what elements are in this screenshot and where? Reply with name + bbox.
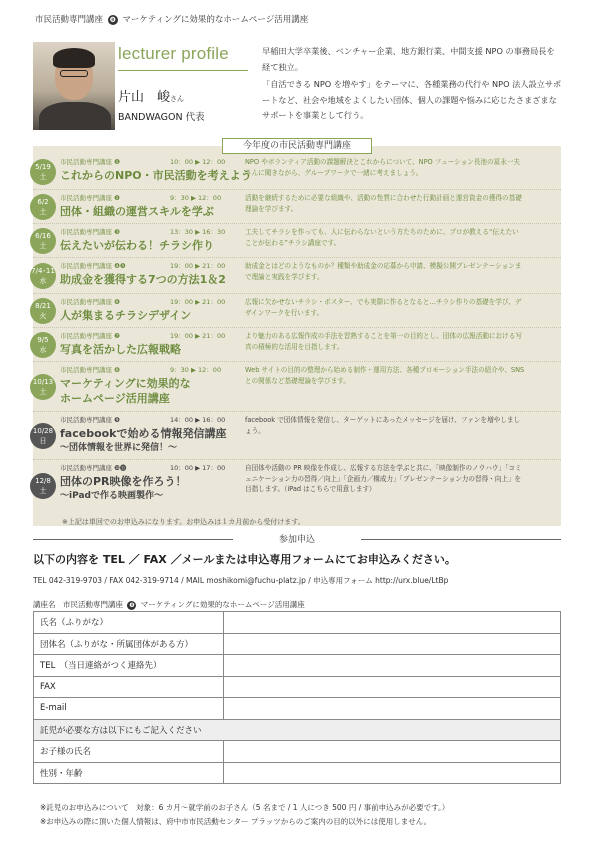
session-description: 自団体や活動の PR 映像を作成し、広報する方法を学ぶと共に、「映像制作のノウハウ」「コミュニケーション力の習得／向上」「企画力／構成力」「プレゼンテーション力の習得・向上」を目指します。（iPad はこちらで用意します） xyxy=(245,464,522,493)
tel-input[interactable] xyxy=(224,655,561,677)
session-subtitle: ～iPadで作る映画製作～ xyxy=(60,491,163,501)
session-kind: 市民活動専門講座 ❷ xyxy=(60,194,120,202)
session-description: facebook で団体情報を発信し、ターゲットにあったメッセージを届け、ファンを増やしましょう。 xyxy=(245,416,521,435)
session-title: 団体・組織の運営スキルを学ぶ xyxy=(60,205,214,218)
field-label: TEL （当日連絡がつく連絡先） xyxy=(34,655,224,677)
session-date-badge xyxy=(30,194,56,220)
session-description: 活動を継続するために必要な組織や、活動の性質に合わせた行動計画と運営資金の獲得の基礎理論を学びます。 xyxy=(245,194,522,213)
session-kind: 市民活動専門講座 ❼ xyxy=(60,332,120,340)
apply-heading: 参加申込 xyxy=(33,532,561,546)
session-divider xyxy=(33,361,561,362)
session-title: 団体のPR映像を作ろう！ xyxy=(60,475,187,488)
session-title: 助成金を獲得する7つの方法1＆2 xyxy=(60,273,226,286)
session-time: 19：00 ▶ 21：00 xyxy=(170,262,226,270)
session-kind: 市民活動専門講座 ❾ xyxy=(60,416,120,424)
session-title: 伝えたいが伝わる！チラシ作り xyxy=(60,239,214,252)
session-time: 19：00 ▶ 21：00 xyxy=(170,298,226,306)
lecturer-name: 片山 峻さん xyxy=(118,90,185,105)
session-day: 土 xyxy=(39,208,47,216)
session-kind: 市民活動専門講座 ❶ xyxy=(60,158,120,166)
session-kind: 市民活動専門講座 ❸ xyxy=(60,228,120,236)
session-description: Web サイトの目的の整理から始める制作・運用方法、各種プロモーション手法の紹介や、SNS との関係など基礎理論を学びます。 xyxy=(245,366,525,385)
childcare-heading: 託児が必要な方は以下にもご記入ください xyxy=(34,719,561,741)
session-time: 14：00 ▶ 16：00 xyxy=(170,416,226,424)
field-label: FAX xyxy=(34,676,224,698)
session-title: マーケティングに効果的な xyxy=(60,377,191,390)
fax-input[interactable] xyxy=(224,676,561,698)
session-kind: 市民活動専門講座 ❽ xyxy=(60,366,120,374)
lecturer-photo xyxy=(33,42,115,130)
session-description: 助成金とはどのようなものか？種類や助成金の応募から申請、模擬公開プレゼンテーションまで理論と実践を学びます。 xyxy=(245,262,522,281)
session-date: 7/4･11 xyxy=(31,267,55,275)
session-time: 10：00 ▶ 17：00 xyxy=(170,464,226,472)
field-label: 性別・年齢 xyxy=(34,762,224,784)
session-title: facebookで始める情報発信講座 xyxy=(60,427,227,440)
lecturer-profile-heading: lecturer profile xyxy=(118,44,229,63)
name-input[interactable] xyxy=(224,612,561,634)
session-divider xyxy=(33,293,561,294)
session-date-badge xyxy=(30,228,56,254)
session-date: 8/21 xyxy=(35,302,51,310)
session-date: 10/28 xyxy=(32,427,54,435)
session-divider xyxy=(33,327,561,328)
session-date-badge xyxy=(30,423,56,449)
session-date-badge xyxy=(30,374,56,400)
page-header xyxy=(35,13,308,25)
session-day: 土 xyxy=(39,487,47,495)
lecturer-bio xyxy=(262,44,562,126)
session-divider xyxy=(33,189,561,190)
session-date: 10/13 xyxy=(32,378,54,386)
field-label: 氏名（ふりがな） xyxy=(34,612,224,634)
session-date: 6/2 xyxy=(37,198,49,206)
session-date-badge xyxy=(30,263,56,289)
header-prefix: 市民活動専門講座 xyxy=(35,15,104,25)
session-time: 9：30 ▶ 12：00 xyxy=(170,194,222,202)
schedule-title: 今年度の市民活動専門講座 xyxy=(222,138,372,154)
session-day: 水 xyxy=(39,277,47,285)
session-description: 広報に欠かせないチラシ・ポスター、でも実際に作るとなると…チラシ作りの基礎を学び、デザインワークを行います。 xyxy=(245,298,522,317)
org-input[interactable] xyxy=(224,633,561,655)
session-date: 6/16 xyxy=(35,232,51,240)
lecturer-org: BANDWAGON 代表 xyxy=(118,112,205,123)
session-time: 19：00 ▶ 21：00 xyxy=(170,332,226,340)
session-subtitle: ホームページ活用講座 xyxy=(60,392,170,405)
session-day: 日 xyxy=(39,437,47,445)
session-divider xyxy=(33,411,561,412)
session-date: 12/8 xyxy=(35,477,51,485)
child-age-input[interactable] xyxy=(224,762,561,784)
session-day: 土 xyxy=(39,173,47,181)
header-number: ❽ xyxy=(109,16,116,24)
heading-underline xyxy=(118,70,248,71)
session-date: 5/19 xyxy=(35,163,51,171)
session-kind: 市民活動専門講座 ❻ xyxy=(60,298,120,306)
header-title: マーケティングに効果的なホームページ活用講座 xyxy=(122,15,309,25)
session-day: 土 xyxy=(39,242,47,250)
course-name-line: 講座名 市民活動専門講座 ❽ マーケティングに効果的なホームページ活用講座 xyxy=(33,600,305,609)
email-input[interactable] xyxy=(224,698,561,720)
session-divider xyxy=(33,257,561,258)
session-divider xyxy=(33,223,561,224)
session-day: 火 xyxy=(39,312,47,320)
session-date-badge xyxy=(30,473,56,499)
session-time: 10：00 ▶ 12：00 xyxy=(170,158,226,166)
session-date-badge xyxy=(30,159,56,185)
session-title: 写真を活かした広報戦略 xyxy=(60,343,181,356)
bio-paragraph: 「自活できる NPO を増やす」をテーマに、各種業務の代行や NPO 法人設立サポートなど、社会や地域をよくしたい団体、個人の課題や悩みに応じたさまざまなサポートを事業として行う。 xyxy=(262,79,562,121)
footnote-privacy: ※お申込みの際に頂いた個人情報は、府中市市民活動センター プラッツからのご案内の目的以外には使用しません。 xyxy=(40,817,432,826)
child-name-input[interactable] xyxy=(224,741,561,763)
session-date-badge xyxy=(30,332,56,358)
field-label: 団体名（ふりがな・所属団体がある方） xyxy=(34,633,224,655)
session-date: 9/5 xyxy=(37,336,49,344)
contact-line: TEL 042-319-9703 / FAX 042-319-9714 / MAIL moshikomi@fuchu-platz.jp / 申込専用フォーム http://urx.blue/LtBp xyxy=(33,576,449,585)
session-day: 土 xyxy=(39,388,47,396)
session-day: 水 xyxy=(39,346,47,354)
session-description: より魅力のある広報作成の手法を習熟することを第一の目的とし、団体の広報活動における写真の積極的な活用を目指します。 xyxy=(245,332,522,351)
bio-paragraph: 早稲田大学卒業後、ベンチャー企業、地方銀行業、中間支援 NPO の事務局長を経て独立。 xyxy=(262,46,555,72)
session-divider xyxy=(33,459,561,460)
session-title: これからのNPO・市民活動を考えよう xyxy=(60,169,252,182)
session-title: 人が集まるチラシデザイン xyxy=(60,309,192,322)
session-time: 13：30 ▶ 16：30 xyxy=(170,228,226,236)
session-description: 工夫してチラシを作っても、人に伝わらないという方たちのために、プロが教える“伝えたいことが伝わる”チラシ講座です。 xyxy=(245,228,519,247)
footnote-childcare: ※託児のお申込みについて 対象：6 カ月〜就学前のお子さん（5 名まで / 1 人につき 500 円 / 事前申込みが必要です。） xyxy=(40,803,450,812)
apply-instructions: 以下の内容を TEL ／ FAX ／メールまたは申込専用フォームにてお申込みください。 xyxy=(33,553,456,566)
application-form xyxy=(33,611,561,784)
session-kind: 市民活動専門講座 ❿⓫ xyxy=(60,464,127,472)
field-label: E-mail xyxy=(34,698,224,720)
session-date-badge xyxy=(30,298,56,324)
session-kind: 市民活動専門講座 ❹❺ xyxy=(60,262,126,270)
field-label: お子様の氏名 xyxy=(34,741,224,763)
schedule-note: ※上記は単回でのお申込みになります。お申込みは１カ月前から受付けます。 xyxy=(62,518,305,526)
session-subtitle: ～団体情報を世界に発信！～ xyxy=(60,443,178,453)
session-time: 9：30 ▶ 12：00 xyxy=(170,366,222,374)
session-description: NPO やボランティア活動の課題解決とこれからについて、NPO フューション長池の冨永一夫さんに聞きながら、グループワークで一緒に考えましょう。 xyxy=(245,158,520,177)
